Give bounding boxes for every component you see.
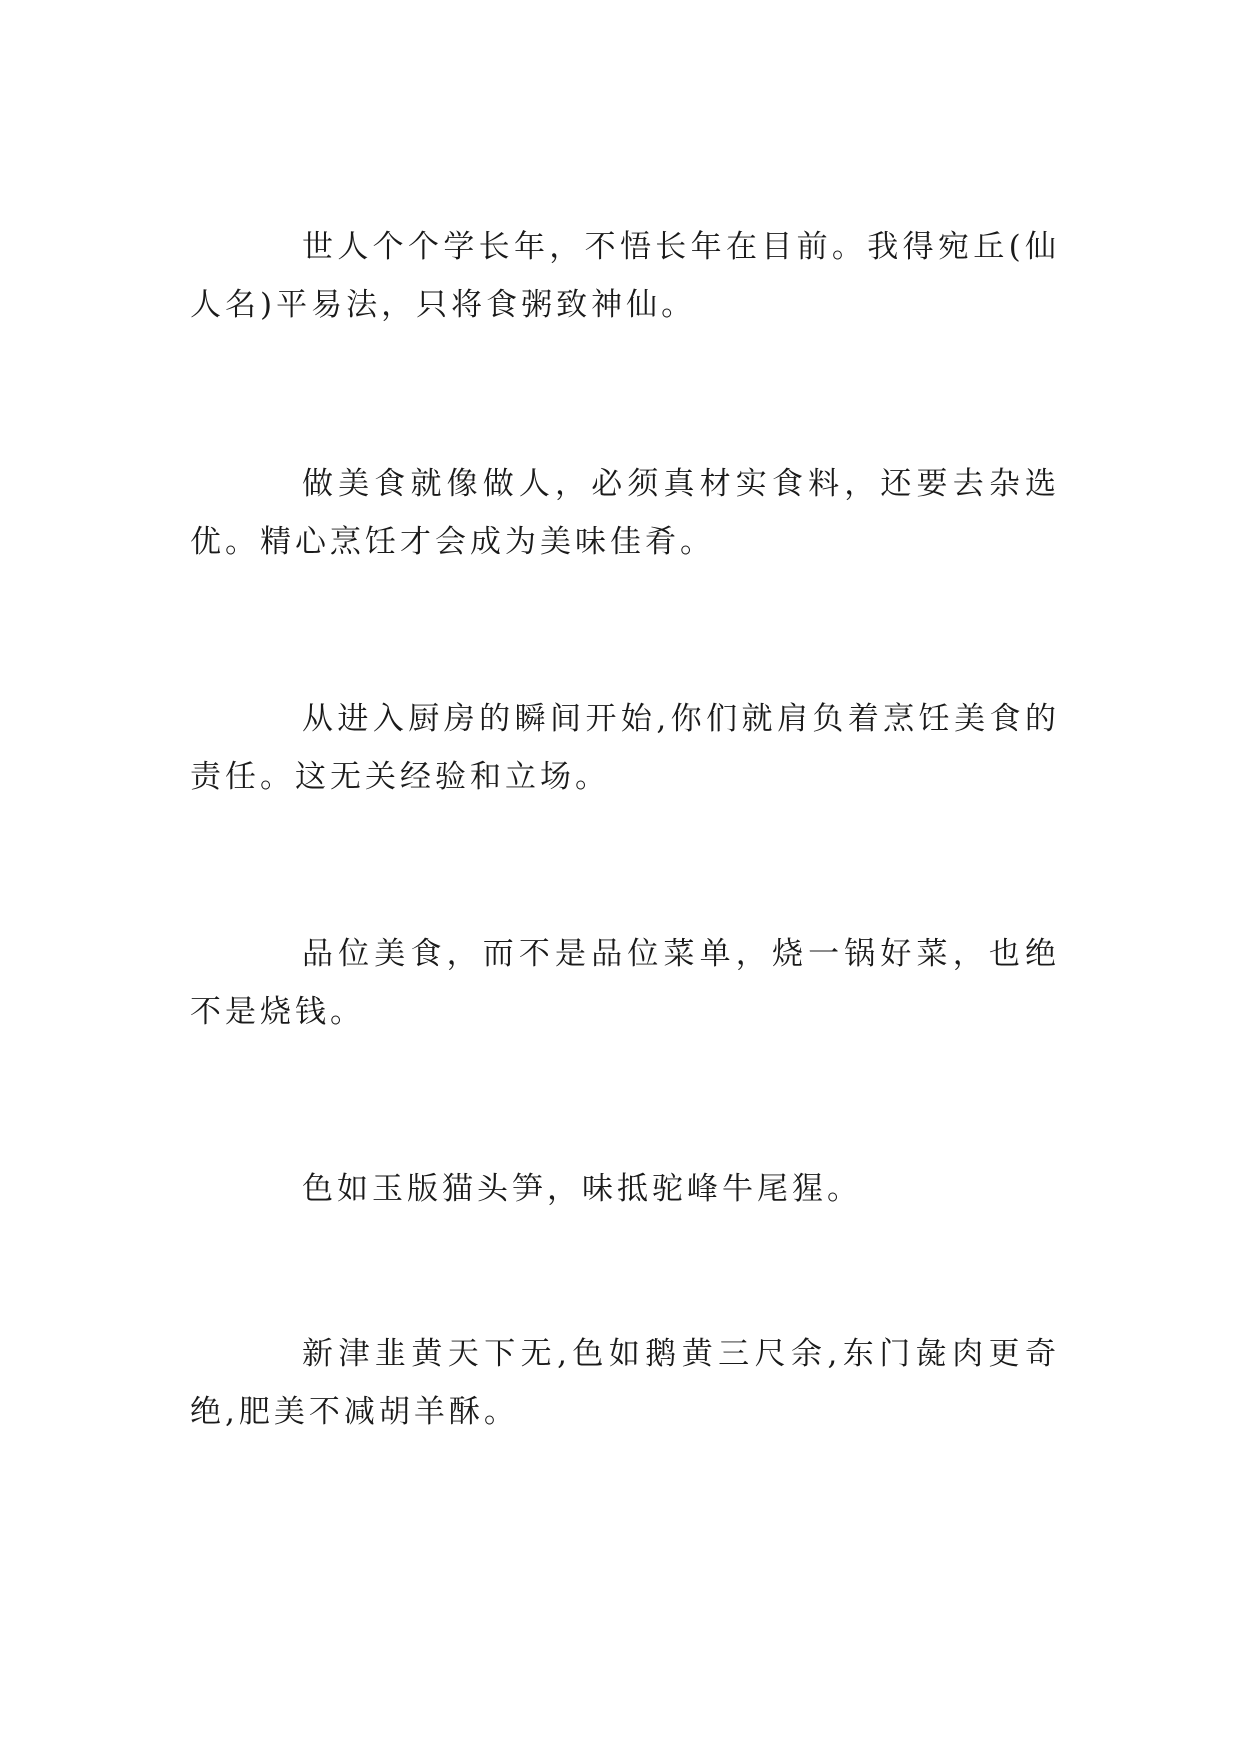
paragraph-6: 新津韭黄天下无,色如鹅黄三尺余,东门彘肉更奇绝,肥美不减胡羊酥。 — [190, 1336, 1060, 1430]
paragraph-3: 从进入厨房的瞬间开始,你们就肩负着烹饪美食的责任。这无关经验和立场。 — [190, 701, 1060, 795]
paragraph-1: 世人个个学长年，不悟长年在目前。我得宛丘(仙人名)平易法，只将食粥致神仙。 — [190, 229, 1060, 323]
paragraph-2: 做美食就像做人，必须真材实食料，还要去杂选优。精心烹饪才会成为美味佳肴。 — [190, 466, 1060, 560]
paragraph-5: 色如玉版猫头笋，味抵驼峰牛尾猩。 — [302, 1171, 862, 1207]
paragraph-4: 品位美食，而不是品位菜单，烧一锅好菜，也绝不是烧钱。 — [190, 936, 1060, 1030]
